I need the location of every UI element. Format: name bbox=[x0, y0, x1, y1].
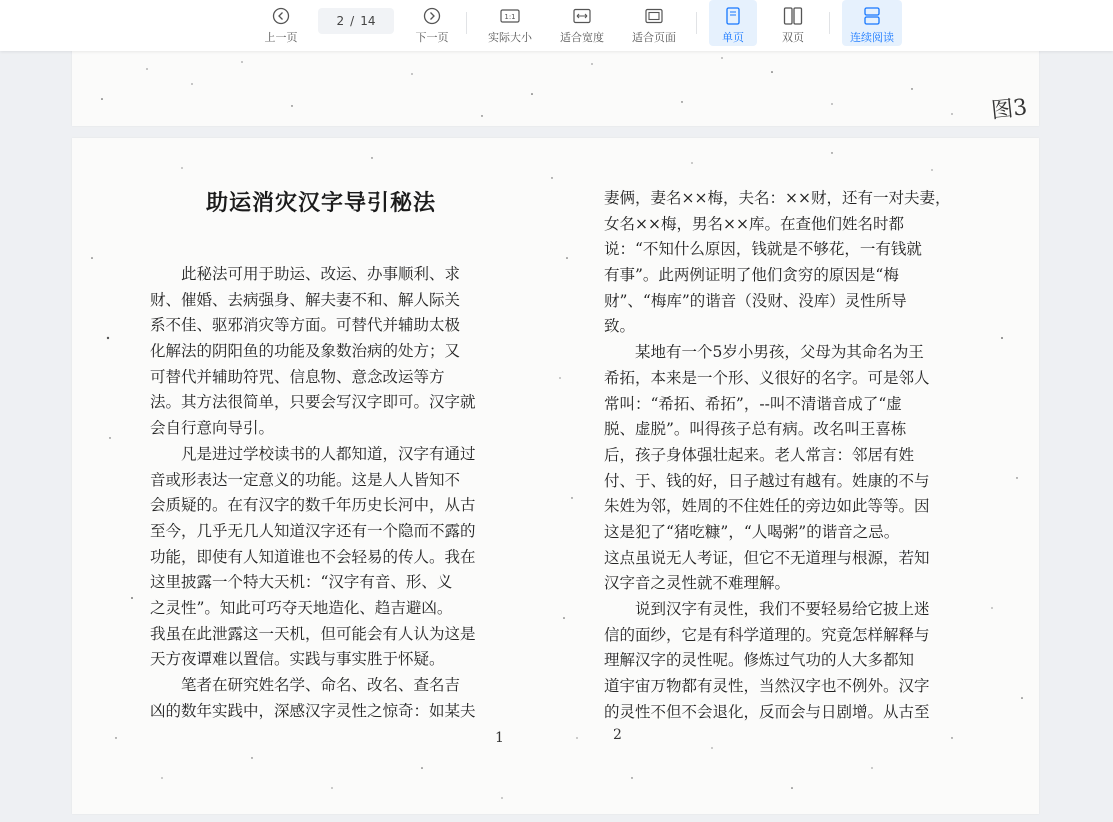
text-line: 希拓，本来是一个形、义很好的名字。可是邻人 bbox=[604, 368, 930, 387]
actual-size-label: 实际大小 bbox=[488, 31, 532, 44]
text-line: 说到汉字有灵性，我们不要轻易给它披上迷 bbox=[604, 600, 930, 618]
text-line: 功能，即使有人知道谁也不会轻易的传人。我在 bbox=[150, 547, 476, 566]
double-page-button[interactable] bbox=[769, 0, 817, 46]
fit-width-icon bbox=[572, 4, 592, 28]
current-page-input[interactable]: 2 bbox=[336, 14, 345, 28]
fit-width-button[interactable] bbox=[554, 0, 610, 46]
toolbar-divider bbox=[829, 12, 830, 34]
right-text-column bbox=[604, 186, 984, 725]
prev-page-label: 上一页 bbox=[264, 31, 298, 44]
document-page-previous bbox=[72, 44, 1039, 126]
single-page-button[interactable] bbox=[709, 0, 757, 46]
total-pages: 14 bbox=[360, 14, 376, 28]
fit-page-label: 适合页面 bbox=[632, 31, 676, 44]
document-title: 助运消灾汉字导引秘法 bbox=[206, 190, 437, 216]
text-line: 说：“不知什么原因，钱就是不够花，一有钱就 bbox=[604, 240, 922, 259]
text-line: 会质疑的。在有汉字的数千年历史长河中，从古 bbox=[150, 496, 476, 515]
text-line: 理解汉字的灵性呢。修炼过气功的人大多都知 bbox=[604, 651, 915, 670]
toolbar-divider bbox=[466, 12, 467, 34]
text-line: 致。 bbox=[604, 317, 636, 336]
left-text-column bbox=[150, 262, 528, 724]
toolbar-divider bbox=[696, 12, 697, 34]
scan-noise bbox=[72, 44, 1039, 126]
double-page-icon bbox=[783, 4, 803, 28]
prev-page-button[interactable] bbox=[257, 0, 305, 46]
text-line: 凶的数年实践中，深感汉字灵性之惊奇：如某夫 bbox=[150, 701, 476, 720]
text-line: 这是犯了“猪吃糠”，“人喝粥”的谐音之忌。 bbox=[604, 522, 900, 541]
page-separator: / bbox=[350, 14, 355, 28]
text-line: 法。其方法很简单，只要会写汉字即可。汉字就 bbox=[150, 393, 476, 412]
page-number-right: 2 bbox=[613, 727, 622, 743]
actual-size-button[interactable] bbox=[482, 0, 538, 46]
text-line: 的灵性不但不会退化，反而会与日剧增。从古至 bbox=[604, 702, 930, 721]
single-page-label: 单页 bbox=[722, 31, 744, 44]
text-line: 有事”。此两例证明了他们贪穷的原因是“梅 bbox=[604, 266, 899, 285]
text-line: 笔者在研究姓名学、命名、改名、查名吉 bbox=[150, 676, 461, 694]
next-page-button[interactable] bbox=[408, 0, 456, 46]
continuous-reading-icon bbox=[863, 4, 881, 28]
page-indicator[interactable] bbox=[318, 8, 394, 34]
text-line: 凡是进过学校读书的人都知道，汉字有通过 bbox=[150, 444, 476, 463]
fit-width-label: 适合宽度 bbox=[560, 31, 604, 44]
text-line: 财、催婚、去病强身、解夫妻不和、解人际关 bbox=[150, 290, 461, 309]
text-line: 付、于、钱的好，日子越过有越有。姓康的不与 bbox=[604, 471, 930, 490]
continuous-reading-button[interactable] bbox=[842, 0, 902, 46]
text-line: 汉字音之灵性就不难理解。 bbox=[604, 574, 791, 593]
text-line: 天方夜谭难以置信。实践与事实胜于怀疑。 bbox=[150, 650, 445, 669]
text-line: 音或形表达一定意义的功能。这是人人皆知不 bbox=[150, 470, 461, 489]
single-page-icon bbox=[725, 4, 741, 28]
text-line: 后，孩子身体强壮起来。老人常言：邻居有姓 bbox=[604, 445, 915, 464]
text-line: 道宇宙万物都有灵性，当然汉字也不例外。汉字 bbox=[604, 677, 930, 696]
handwritten-mark: 图3 bbox=[990, 95, 1029, 124]
chevron-left-circle-icon bbox=[272, 4, 290, 28]
text-line: 这点虽说无人考证，但它不无道理与根源，若知 bbox=[604, 548, 930, 567]
text-line: 可替代并辅助符咒、信息物、意念改运等方 bbox=[150, 367, 445, 386]
text-line: 信的面纱，它是有科学道理的。究竟怎样解释与 bbox=[604, 625, 930, 644]
fit-page-icon bbox=[644, 4, 664, 28]
text-line: 我虽在此泄露这一天机，但可能会有人认为这是 bbox=[150, 624, 476, 643]
text-line: 之灵性”。知此可巧夺天地造化、趋吉避凶。 bbox=[150, 598, 453, 617]
text-line: 会自行意向导引。 bbox=[150, 419, 275, 438]
svg-text:1:1: 1:1 bbox=[504, 13, 516, 21]
text-line: 化解法的阴阳鱼的功能及象数治病的处方；又 bbox=[150, 342, 461, 361]
text-line: 女名××梅，男名××库。在查他们姓名时都 bbox=[604, 214, 904, 233]
chevron-right-circle-icon bbox=[423, 4, 441, 28]
text-line: 系不佳、驱邪消灾等方面。可替代并辅助太极 bbox=[150, 316, 461, 335]
actual-size-icon bbox=[500, 4, 520, 28]
continuous-reading-label: 连续阅读 bbox=[850, 31, 894, 44]
text-line: 这里披露一个特大天机：“汉字有音、形、义 bbox=[150, 573, 453, 592]
text-line: 此秘法可用于助运、改运、办事顺利、求 bbox=[150, 265, 461, 283]
text-line: 某地有一个5岁小男孩，父母为其命名为王 bbox=[604, 343, 924, 362]
fit-page-button[interactable] bbox=[626, 0, 682, 46]
text-line: 财”、“梅库”的谐音（没财、没库）灵性所导 bbox=[604, 291, 907, 310]
text-line: 至今，几乎无几人知道汉字还有一个隐而不露的 bbox=[150, 521, 476, 540]
document-page-current bbox=[72, 138, 1039, 814]
next-page-label: 下一页 bbox=[415, 31, 449, 44]
double-page-label: 双页 bbox=[782, 31, 804, 44]
text-line: 妻俩，妻名××梅，夫名：××财，还有一对夫妻， bbox=[604, 189, 951, 207]
viewer-toolbar bbox=[0, 0, 1113, 51]
page-number-left: 1 bbox=[495, 730, 504, 746]
text-line: 脱、虚脱”。叫得孩子总有病。改名叫王喜栋 bbox=[604, 420, 907, 439]
text-line: 常叫：“希拓、希拓”，--叫不清谐音成了“虚 bbox=[604, 394, 902, 413]
text-line: 朱姓为邻，姓周的不住姓任的旁边如此等等。因 bbox=[604, 497, 930, 516]
